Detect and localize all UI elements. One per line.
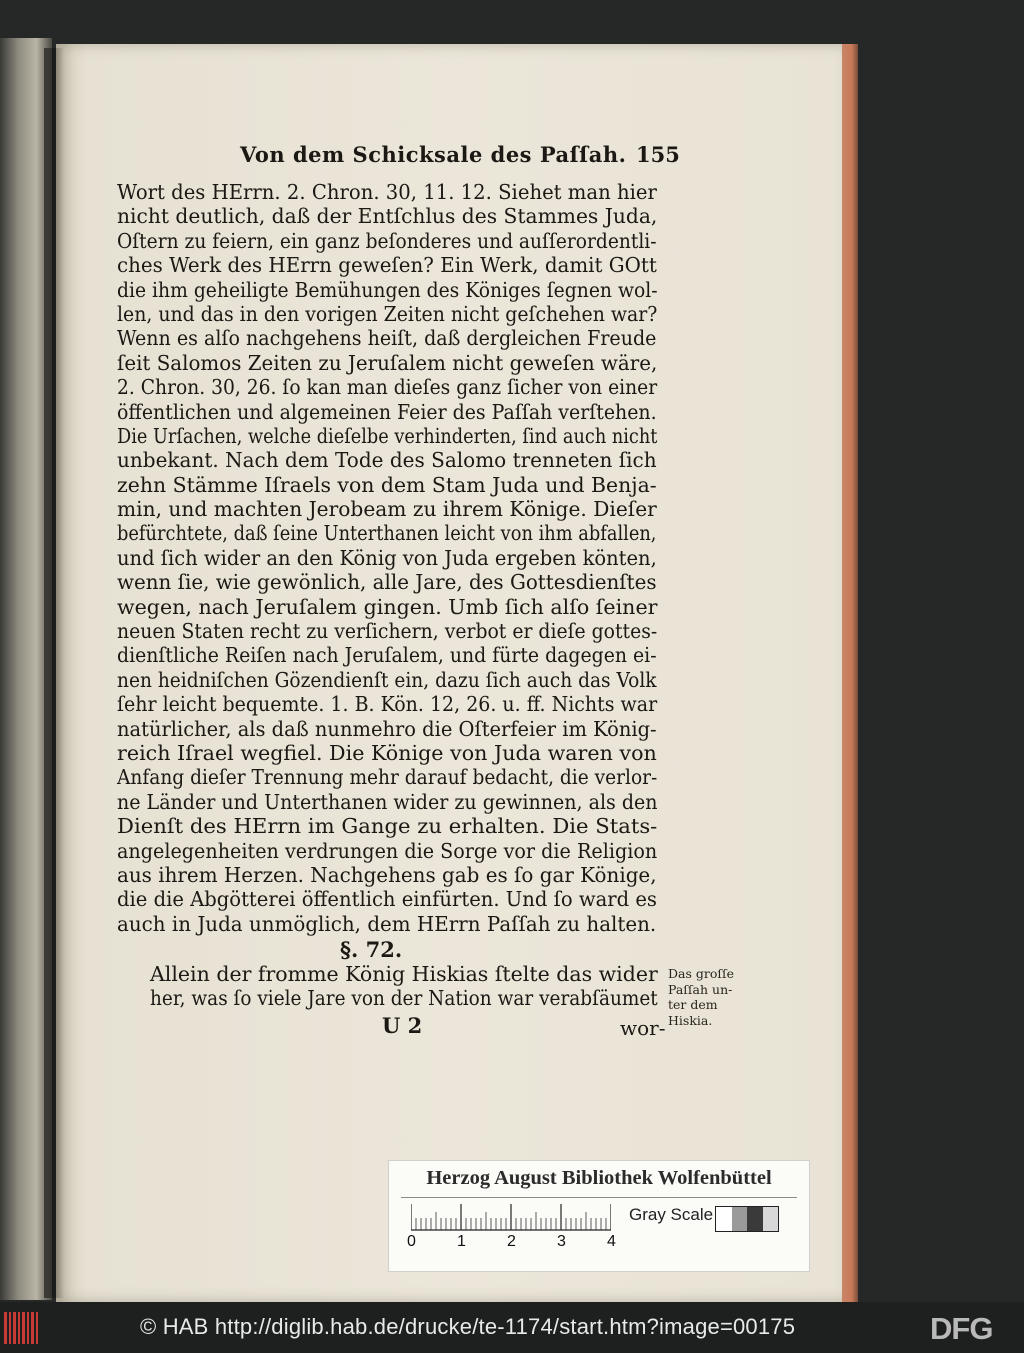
calibration-divider: [401, 1197, 797, 1198]
text-line: her, was ſo viele Jare von der Nation war verabſäumet: [150, 986, 658, 1011]
ruler-number: 4: [607, 1233, 616, 1250]
text-line: unbekant. Nach dem Tode des Salomo trenneten ſich: [117, 448, 657, 473]
text-line: wegen, nach Jeruſalem gingen. Umb ſich alſo ſeiner: [117, 594, 658, 619]
text-line: ne Länder und Unterthanen wider zu gewinnen, als den: [117, 789, 658, 814]
ruler-number: 2: [507, 1233, 516, 1250]
marginal-note: [668, 966, 734, 1028]
marginal-line: Das groſſe: [668, 966, 735, 981]
gray-swatch: [763, 1207, 779, 1231]
marginal-line: Paſſah un-: [668, 981, 733, 997]
text-line: wenn ſie, wie gewönlich, alle Jare, des Gottesdienſtes: [117, 570, 657, 595]
text-line: aus ihrem Herzen. Nachgehens gab es ſo gar Könige,: [117, 862, 657, 887]
copyright-link[interactable]: © HAB http://diglib.hab.de/drucke/te-1174/start.htm?image=00175: [140, 1314, 796, 1339]
text-line: neuen Staten recht zu verſichern, verbot er dieſe gottes-: [117, 619, 658, 644]
text-line: min, und machten Jerobeam zu ihrem Könige. Dieſer: [117, 497, 657, 522]
text-line: angelegenheiten verdrungen die Sorge vor die Religion: [117, 838, 658, 863]
marginal-line: Hiskia.: [668, 1012, 713, 1028]
text-line: Oſtern zu feiern, ein ganz beſonderes und auſſerordentli-: [117, 228, 657, 253]
text-line: die die Abgötterei öffentlich einfürten. Und ſo ward es: [117, 887, 657, 912]
text-line: Wort des HErrn. 2. Chron. 30, 11. 12. Siehet man hier: [117, 180, 657, 204]
gray-scale-label: Gray Scale: [629, 1205, 714, 1224]
text-line: ſeit Salomos Zeiten zu Jeruſalem nicht geweſen wäre,: [117, 350, 658, 375]
text-line: die ihm geheiligte Bemühungen des Königes ſegnen wol-: [117, 277, 658, 302]
text-line: Anfang dieſer Trennung mehr darauf bedacht, die verlor-: [117, 765, 658, 790]
text-line: ches Werk des HErrn geweſen? Ein Werk, damit GOtt: [117, 253, 657, 278]
catchword: wor-: [620, 1016, 666, 1040]
text-line: len, und das in den vorigen Zeiten nicht geſchehen war?: [117, 301, 658, 326]
ruler-scale: [411, 1203, 611, 1231]
page-edge-red: [842, 44, 858, 1302]
text-line: ſehr leicht bequemte. 1. B. Kön. 12, 26. u. ff. Nichts war: [117, 692, 658, 717]
running-head: Von dem Schicksale des Paſſah.: [240, 142, 627, 167]
gray-swatch: [716, 1207, 732, 1231]
gray-swatch: [747, 1207, 763, 1231]
text-line: Allein der fromme König Hiskias ſtelte das wider: [150, 962, 658, 986]
text-line: Dienſt des HErrn im Gange zu erhalten. Die Stats-: [117, 814, 658, 839]
ruler-number: 0: [407, 1233, 416, 1250]
text-line: zehn Stämme Iſraels von dem Stam Juda und Benja-: [117, 472, 657, 497]
page-number: 155: [636, 142, 680, 167]
text-line: befürchtete, daß ſeine Unterthanen leicht von ihm abfallen,: [117, 521, 657, 546]
ruler-number: 1: [457, 1233, 466, 1250]
text-line: nicht deutlich, daß der Entſchlus des Stammes Juda,: [117, 204, 658, 229]
paragraph-2: [150, 962, 714, 1011]
signature-mark: U 2: [382, 1013, 423, 1038]
text-line: und ſich wider an den König von Juda ergeben könten,: [117, 545, 657, 570]
text-line: reich Iſrael wegfiel. Die Könige von Juda waren von: [117, 740, 657, 765]
dfg-logo: DFG: [930, 1311, 993, 1346]
text-line: nen heidniſchen Gözendienſt ein, dazu ſich auch das Volk: [117, 667, 657, 692]
gray-swatch: [732, 1207, 748, 1231]
ruler-number: 3: [557, 1233, 566, 1250]
text-line: auch in Juda unmöglich, dem HErrn Paſſah zu halten.: [117, 911, 657, 936]
text-line: dienſtliche Reiſen nach Jeruſalem, und fürte dagegen ei-: [117, 643, 657, 668]
body-text: [117, 180, 742, 936]
calibration-card: [388, 1160, 810, 1272]
calibration-title: Herzog August Bibliothek Wolfenbüttel: [426, 1167, 772, 1189]
section-heading: §. 72.: [340, 937, 403, 962]
marginal-line: ter dem: [668, 997, 718, 1012]
text-line: Die Urſachen, welche dieſelbe verhinderten, ſind auch nicht: [117, 423, 658, 448]
gutter-shadow: [44, 48, 64, 1298]
text-line: 2. Chron. 30, 26. ſo kan man dieſes ganz ſicher von einer: [117, 375, 658, 400]
gray-scale-swatches: [715, 1206, 779, 1232]
text-line: Wenn es alſo nachgehens heiſt, daß dergleichen Freude: [117, 326, 657, 351]
text-line: natürlicher, als daß nunmehro die Oſterfeier im König-: [117, 716, 657, 741]
barcode-icon: [4, 1312, 38, 1344]
footer-bar: [0, 1302, 1024, 1353]
text-line: öffentlichen und algemeinen Feier des Paſſah verſtehen.: [117, 399, 657, 424]
